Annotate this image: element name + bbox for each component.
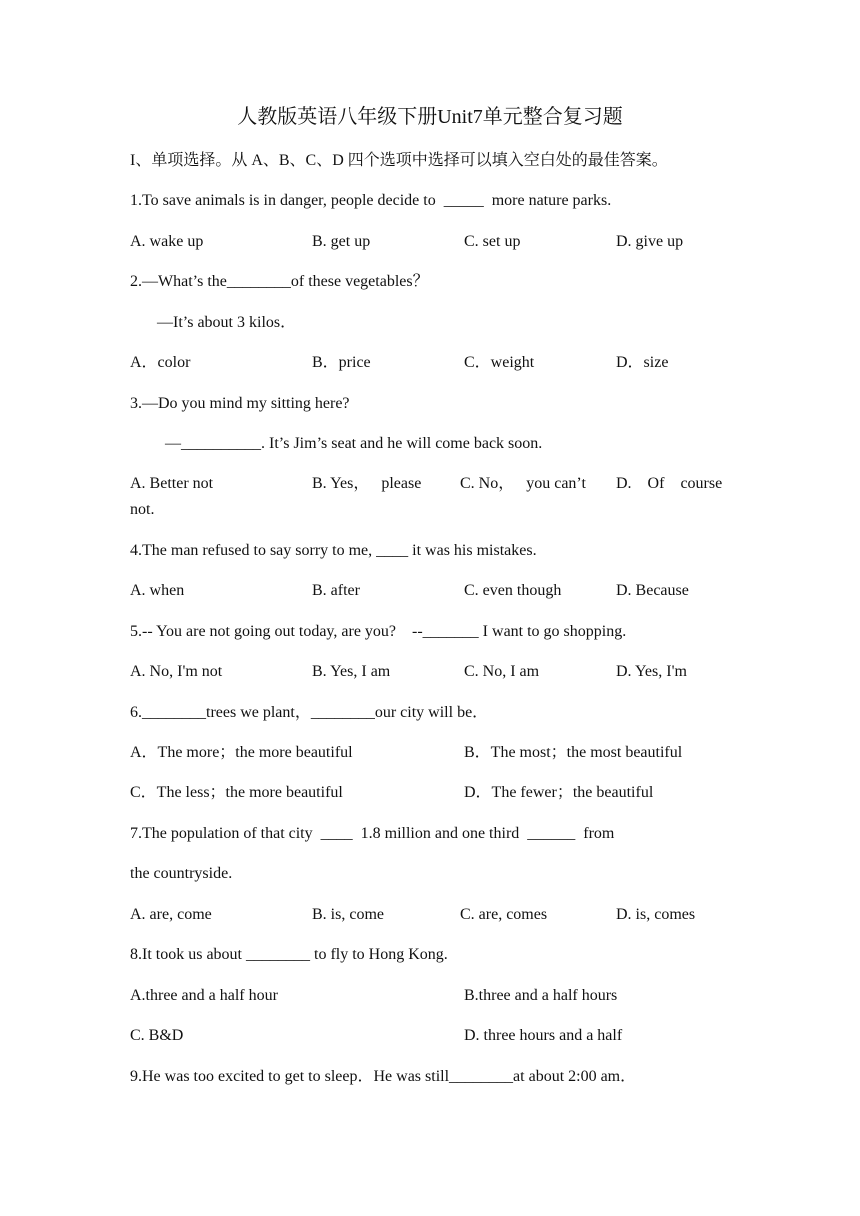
- option-a: A.three and a half hour: [130, 987, 278, 1004]
- question-stem: 6.________trees we plant，________our city will be．: [130, 704, 489, 721]
- option-b: B. is, come: [312, 906, 384, 923]
- option-d-wrap: not.: [130, 501, 155, 518]
- option-c: C. No， you can’t: [460, 475, 586, 492]
- option-d: D. is, comes: [616, 906, 696, 923]
- option-d: D. Of course: [616, 475, 723, 492]
- question-stem: 1.To save animals is in danger, people decide to _____ more nature parks.: [130, 192, 612, 209]
- document-title: 人教版英语八年级下册Unit7单元整合复习题: [237, 106, 623, 128]
- option-b: B.three and a half hours: [464, 987, 618, 1004]
- option-b: B. after: [312, 582, 360, 599]
- option-d: D. Yes, I'm: [616, 663, 687, 680]
- question-stem: 4.The man refused to say sorry to me, ____ it was his mistakes.: [130, 542, 537, 559]
- question-stem: 9.He was too excited to get to sleep．He was still________at about 2:00 am．: [130, 1068, 637, 1085]
- question-stem: 5.-- You are not going out today, are you? --_______ I want to go shopping.: [130, 623, 627, 640]
- question-stem: 8.It took us about ________ to fly to Hong Kong.: [130, 946, 448, 963]
- option-d: D．size: [616, 354, 669, 371]
- option-a: A. are, come: [130, 906, 212, 923]
- option-c: C. No, I am: [464, 663, 540, 680]
- option-d: D. Because: [616, 582, 689, 599]
- option-c: C. set up: [464, 233, 521, 250]
- option-a: A．The more；the more beautiful: [130, 744, 353, 761]
- option-b: B. Yes, I am: [312, 663, 391, 680]
- question-stem: 7.The population of that city ____ 1.8 million and one third ______ from: [130, 825, 615, 842]
- question-stem: 3.—Do you mind my sitting here?: [130, 395, 350, 412]
- option-b: B. Yes， please: [312, 475, 422, 492]
- option-c: C. even though: [464, 582, 562, 599]
- option-d: D．The fewer；the beautiful: [464, 784, 654, 801]
- option-c: C. B&D: [130, 1027, 184, 1044]
- question-stem: 2.—What’s the________of these vegetables？: [130, 273, 429, 290]
- option-a: A. when: [130, 582, 185, 599]
- question-answer-line: —__________. It’s Jim’s seat and he will come back soon.: [165, 435, 543, 452]
- question-stem-wrap: the countryside.: [130, 865, 233, 882]
- option-c: C．The less；the more beautiful: [130, 784, 343, 801]
- option-b: B．price: [312, 354, 371, 371]
- option-d: D. three hours and a half: [464, 1027, 623, 1044]
- option-b: B．The most；the most beautiful: [464, 744, 683, 761]
- option-c: C. are, comes: [460, 906, 548, 923]
- option-c: C．weight: [464, 354, 535, 371]
- section-instruction: I、单项选择。从 A、B、C、D 四个选项中选择可以填入空白处的最佳答案。: [130, 152, 668, 169]
- option-d: D. give up: [616, 233, 684, 250]
- question-answer-line: —It’s about 3 kilos．: [157, 314, 297, 331]
- option-a: A. Better not: [130, 475, 214, 492]
- option-a: A. wake up: [130, 233, 204, 250]
- option-b: B. get up: [312, 233, 371, 250]
- option-a: A. No, I'm not: [130, 663, 223, 680]
- option-a: A．color: [130, 354, 191, 371]
